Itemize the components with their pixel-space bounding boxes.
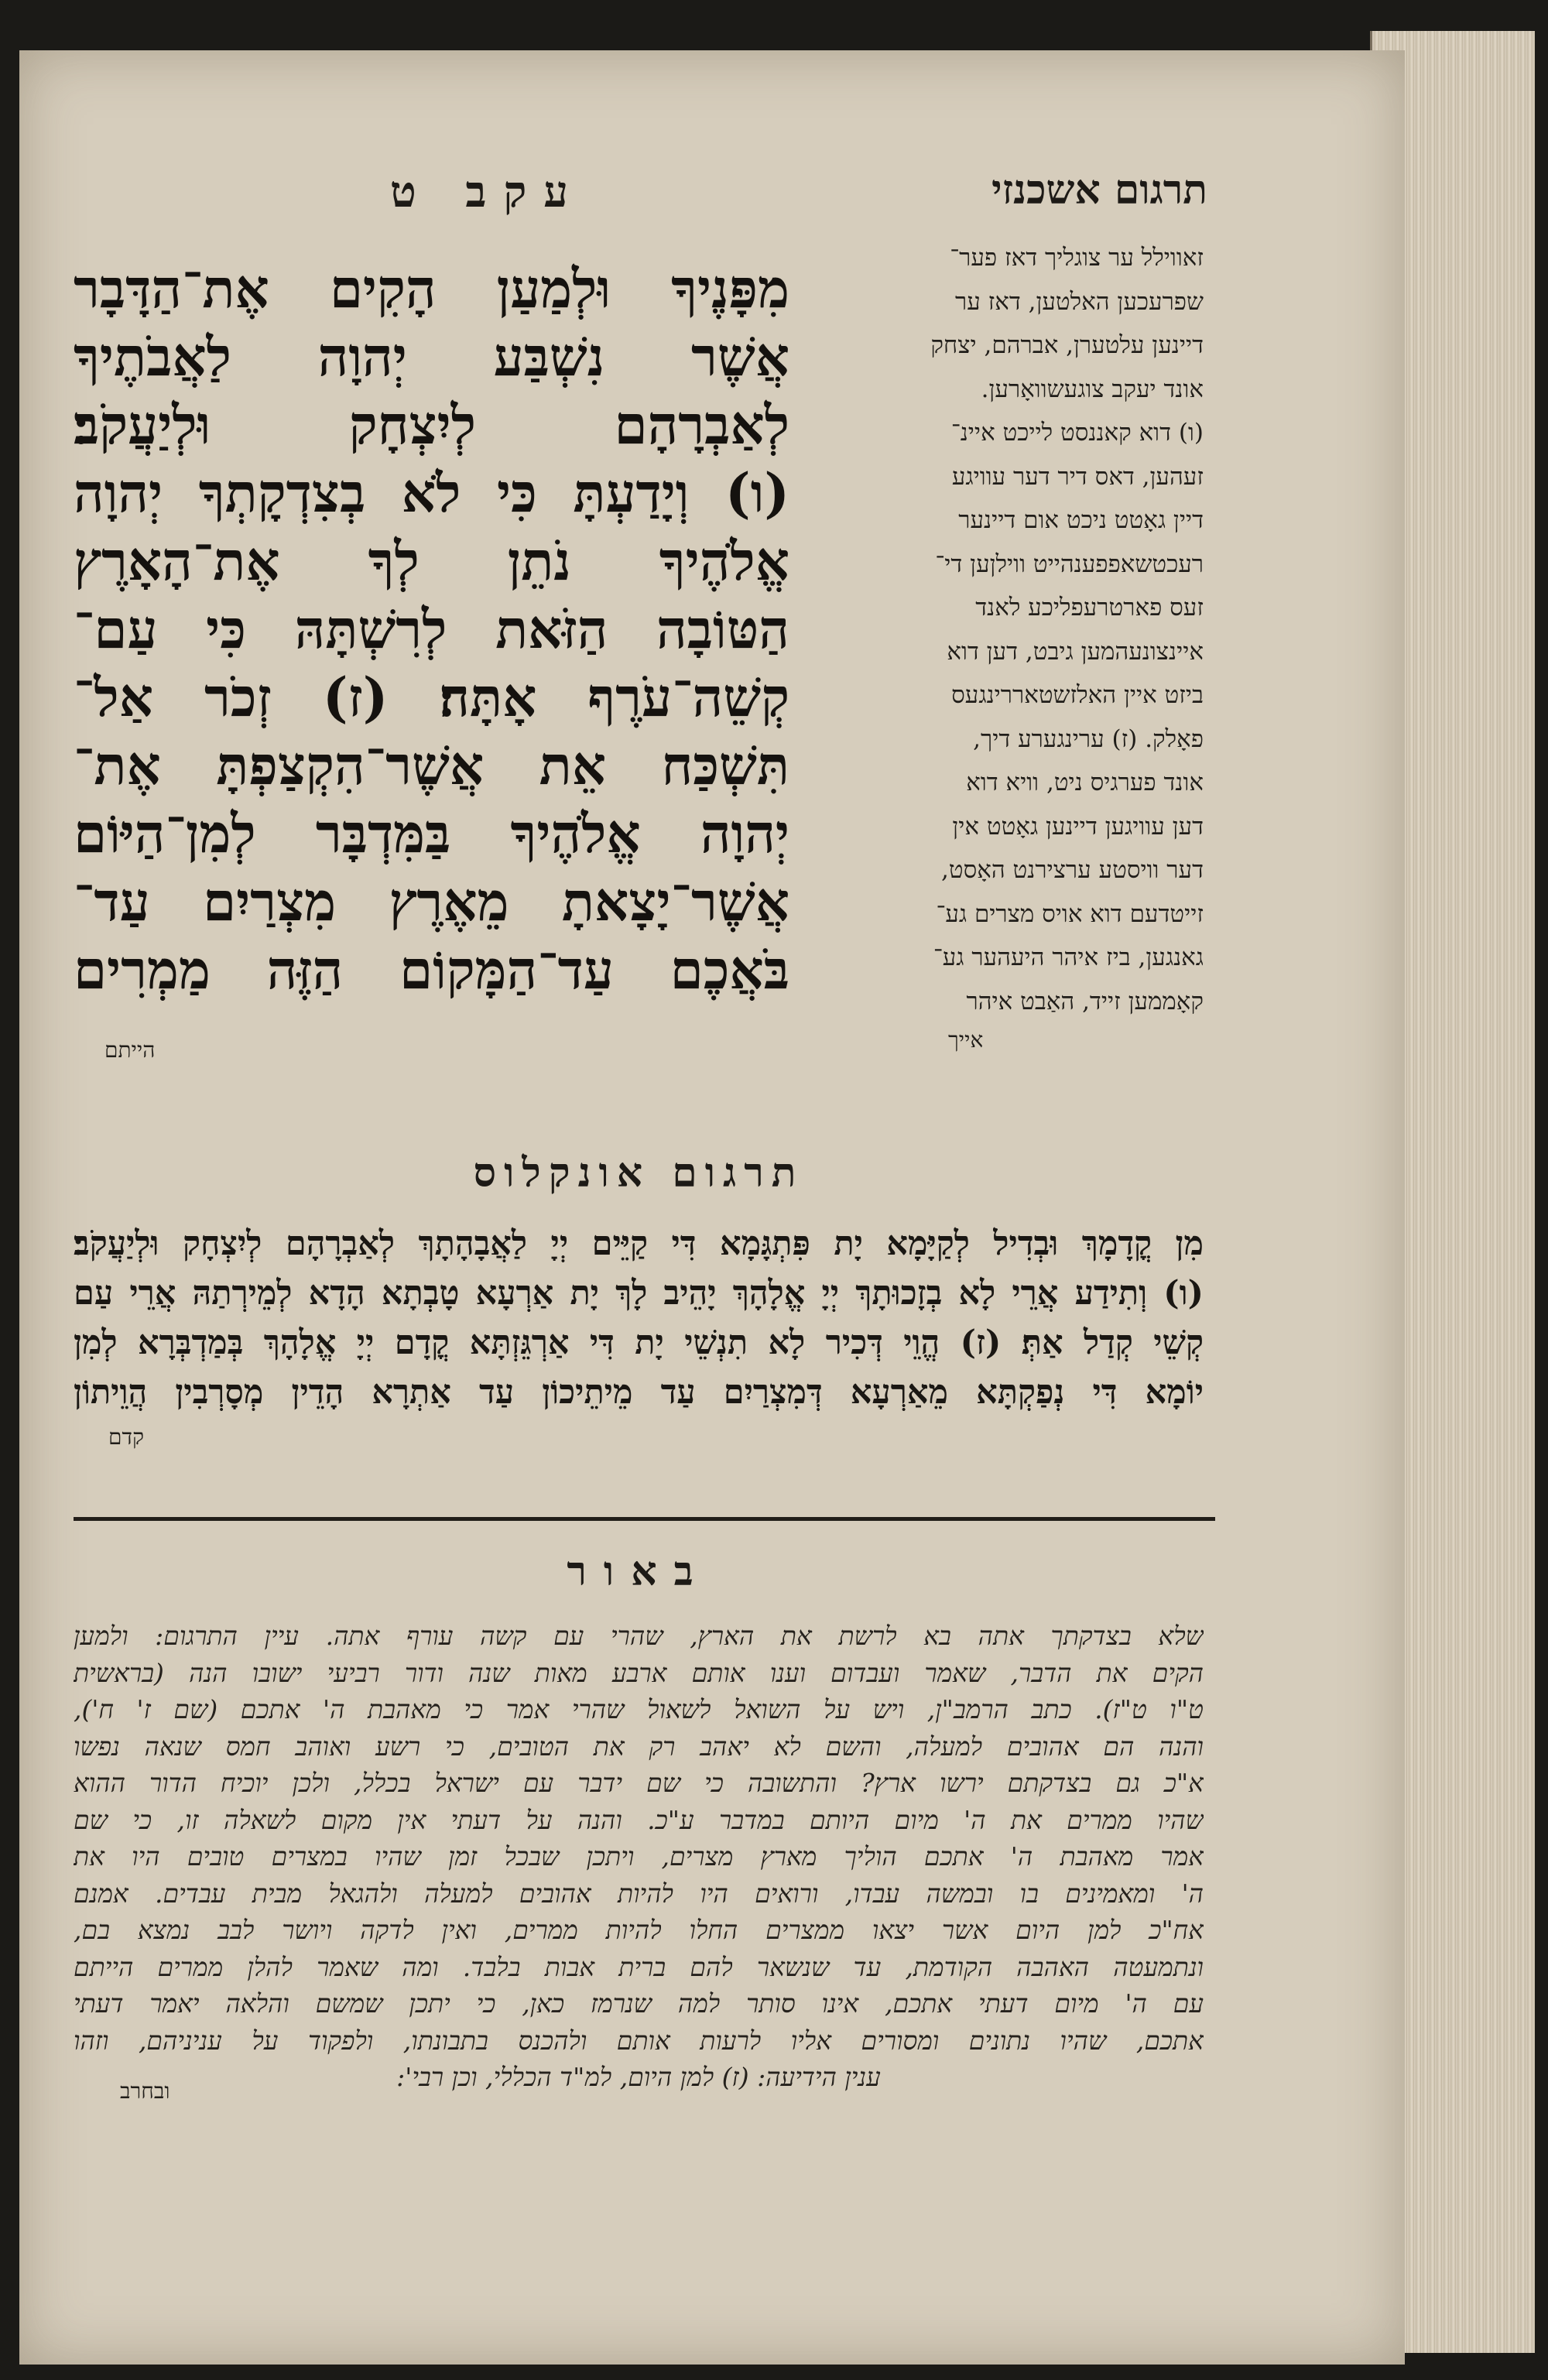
torah-line: תִּשְׁכַּח אֵת אֲשֶׁר־הִקְצַפְתָּ אֶת־	[74, 735, 789, 797]
torah-line: בֹּאֲכֶם עַד־הַמָּקוֹם הַזֶּה מַמְרִים	[74, 939, 789, 1002]
biur-line: שלא בצדקתך אתה בא לרשת את הארץ, שהרי עם קשה עורף אתה. עיין התרגום: ולמען	[74, 1621, 1204, 1651]
targum-ashkenazi-line: רעכטשאפפענהייט ווילןען די־	[935, 550, 1204, 578]
targum-ashkenazi-line: דען עוויגען דיינען גאָטט אין	[952, 812, 1204, 841]
biur-line: א"כ גם בצדקתם ירשו ארץ? והתשובה כי שם ידבר עם ישראל בכלל, ולכן יוכיח הדור ההוא	[74, 1768, 1204, 1798]
onkelos-line: קְשֵׁי קְדַל אַתְּ׃ (ז) הֱוֵי דְּכִיר לָא תִנְשֵׁי יָת דִּי אַרְגֵּזְתָּא קֳדָם יְיָ אֱלָהָךְ בְּמַדְבְּרָא לְמִן	[74, 1324, 1204, 1362]
targum-ashkenazi-line: קאָממען זייד, האַבט איהר	[966, 987, 1204, 1015]
targum-ashkenazi-line: ביזט איין האלזשטאררינגעס	[951, 681, 1204, 709]
targum-ashkenazi-line: אונד יעקב צוגעשוואָרען.	[981, 375, 1204, 403]
torah-line: (ו) וְיָדַעְתָּ כִּי לֹא בְצִדְקָתְךָ יְהוָה	[74, 462, 789, 525]
onkelos-line: (ו) וְתִידַע אֲרֵי לָא בְזָכוּתָךְ יְיָ אֱלָהָךְ יָהֵיב לָךְ יָת אַרְעָא טָבְתָא הָדָא לְמֵירְתַהּ אֲרֵי עַם	[74, 1274, 1204, 1313]
targum-ashkenazi-line: זעהען, דאס דיר דער עוויגע	[951, 462, 1204, 491]
biur-commentary	[74, 1618, 1204, 2096]
torah-line: אֲשֶׁר נִשְׁבַּע יְהוָה לַאֲבֹתֶיךָ	[74, 326, 789, 389]
biur-line: הקים את הדבר, שאמר ועבדום וענו אותם ארבע מאות שנה ודור רביעי ישובו הנה (בראשית	[74, 1657, 1204, 1688]
biur-line: ענין הידיעה: (ז) למן היום, למ"ד הכללי, וכן רבי':	[396, 2062, 881, 2092]
targum-ashkenazi-line: גאנגען, ביז איהר היעהער גע־	[933, 943, 1204, 971]
biur-line: אמר מאהבת ה' אתכם הוליך מארץ מצרים, ויתכן שבכל זמן שהיו במצרים טובים היו את	[74, 1841, 1204, 1871]
biur-catchword: ובחרב	[120, 2078, 170, 2104]
biur-line: שהיו ממרים את ה' מיום היותם במדבר ע"כ. והנה על דעתי אין מקום לשאלה זו, כי שם	[74, 1804, 1204, 1835]
torah-catchword: הייתם	[104, 1037, 156, 1063]
targum-ashkenazi-line: זעס פארטרעפליכע לאנד	[975, 594, 1204, 622]
onkelos-line: מִן קֳדָמָךְ וּבְדִיל לְקַיָּמָא יָת פִּתְגָּמָא דִּי קַיֵּים יְיָ לַאֲבָהָתָךְ לְאַבְרָהָם לְיִצְחָק וּלְיַעֲקֹב׃	[74, 1224, 1204, 1263]
torah-line: אֲשֶׁר־יָצָאתָ מֵאֶרֶץ מִצְרַיִם עַד־	[74, 871, 789, 933]
targum-ashkenazi-line: איינצונעהמען גיבט, דען דוא	[947, 637, 1204, 666]
biur-line: אתכם, שהיו נתונים ומסורים אליו לרעות אותם ולהכנס בתבונתו, ולפקוד על עניניהם, וזהו	[74, 2025, 1204, 2056]
targum-ashkenazi-header: תרגום אשכנזי	[991, 166, 1207, 214]
targum-ashkenazi-line: (ו) דוא קאננסט לייכט איינ־	[950, 419, 1204, 447]
torah-line: מִפָּנֶיךָ וּלְמַעַן הָקִים אֶת־הַדָּבָר	[74, 258, 789, 320]
torah-line: קְשֵׁה־עֹרֶף אָתָּה׃ (ז) זְכֹר אַל־	[74, 666, 789, 729]
torah-line: יְהוָה אֱלֹהֶיךָ בַּמִּדְבָּר לְמִן־הַיּוֹם	[74, 803, 789, 865]
targum-ashkenazi-line: זייטדעם דוא אויס מצרים גע־	[936, 899, 1204, 928]
torah-line: לְאַבְרָהָם לְיִצְחָק וּלְיַעֲקֹב׃	[74, 394, 789, 457]
targum-ashkenazi-column	[793, 236, 1204, 1023]
targum-ashkenazi-line: דיין גאָטט ניכט אום דיינער	[958, 506, 1204, 534]
biur-line: ה' ומאמינים בו ובמשה עבדו, ורואים היו להיות אהובים למעלה ולהגאל מבית עבדים. אמנם	[74, 1878, 1204, 1909]
biur-line: ט"ו ט"ז). כתב הרמב"ן, ויש על השואל לשאול שהרי אמר כי מאהבת ה' אתכם (שם ז' ח'),	[74, 1694, 1204, 1724]
onkelos-catchword: קדם	[108, 1424, 144, 1450]
onkelos-line: יוֹמָא דִּי נְפַקְתָּא מֵאַרְעָא דְּמִצְרַיִם עַד מֵיתֵיכוֹן עַד אַתְרָא הָדֵין מְסָרְבִין הֲוֵיתוֹן	[74, 1373, 1204, 1412]
onkelos-block	[74, 1219, 1204, 1417]
targum-ashkenazi-line: דיינען עלטערן, אברהם, יצחק	[930, 331, 1204, 359]
book-page	[19, 50, 1405, 2365]
torah-line: אֱלֹהֶיךָ נֹתֵן לְךָ אֶת־הָאָרֶץ	[74, 530, 789, 593]
targum-ashkenazi-line: זאווילל ער צוגליך דאז פער־	[950, 244, 1204, 272]
targum-ashkenazi-line: דער וויסטע ערצירנט האָסט,	[941, 856, 1204, 884]
targum-ashkenazi-catchword: אייך	[948, 1027, 984, 1053]
biur-header: באור	[567, 1548, 711, 1595]
parasha-header: עקב ט	[390, 166, 585, 217]
onkelos-header: תרגום אונקלוס	[473, 1149, 804, 1197]
targum-ashkenazi-line: פאָלק. (ז) ערינגערע דיך,	[973, 724, 1204, 753]
biur-line: עם ה' מיום דעתי אתכם, אינו סותר למה שנרמז כאן, כי יתכן שמשם והלאה יאמר דעתי	[74, 1988, 1204, 2019]
torah-line: הַטּוֹבָה הַזֹּאת לְרִשְׁתָּהּ כִּי עַם־	[74, 598, 789, 661]
biur-line: אח"כ למן היום אשר יצאו ממצרים החלו להיות ממרים, ואין לדקה ויושר לבב נמצא בם,	[74, 1915, 1204, 1945]
targum-ashkenazi-line: שפרעכען האלטען, דאז ער	[954, 287, 1204, 316]
targum-ashkenazi-line: אונד פערגיס ניט, וויא דוא	[966, 769, 1204, 796]
biur-line: והנה הם אהובים למעלה, והשם לא יאהב רק את הטובים, כי רשע ואוהב חמס שנאה נפשו	[74, 1731, 1204, 1762]
biur-line: ונתמעטה האהבה הקודמת, עד שנשאר להם ברית אבות בלבד. ומה שאמר להלן ממרים הייתם	[74, 1951, 1204, 1982]
section-divider	[74, 1517, 1215, 1521]
torah-text-column	[74, 255, 789, 1005]
